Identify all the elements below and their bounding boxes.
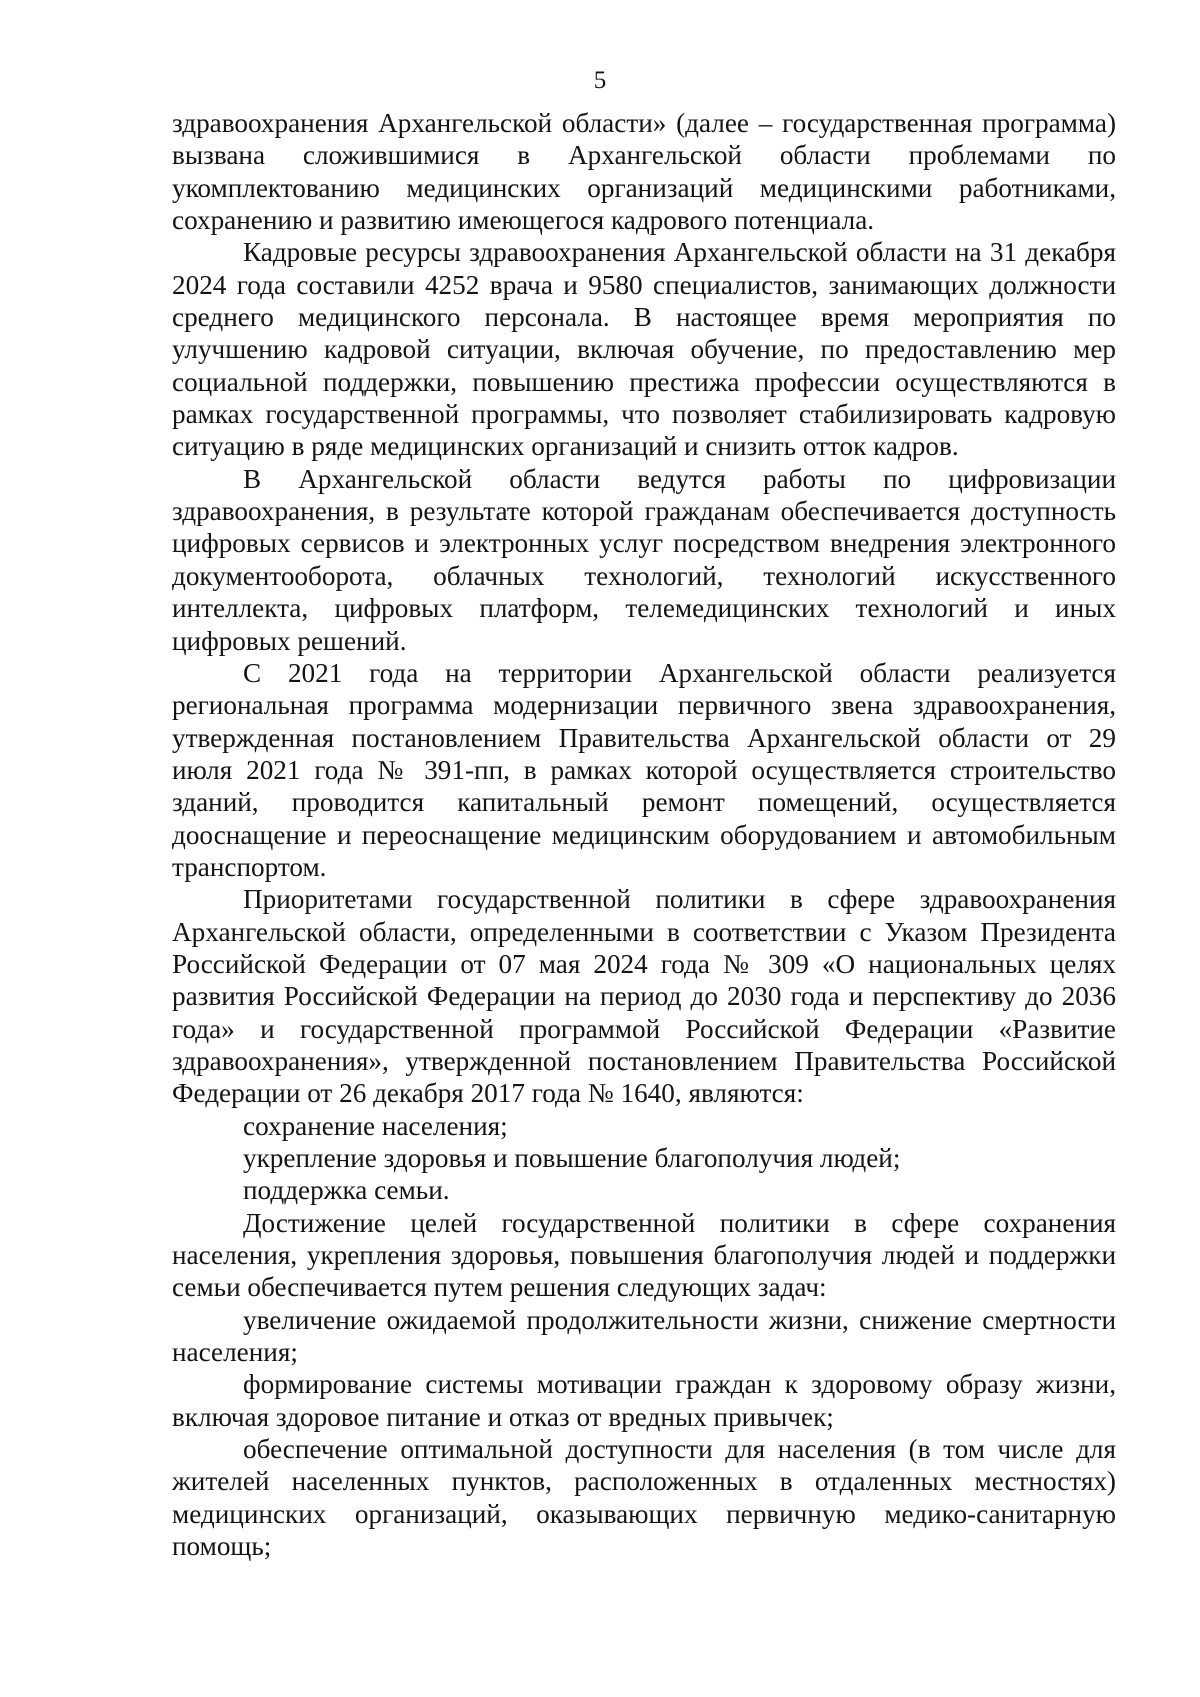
- paragraph-modernization: С 2021 года на территории Архангельской области реализуется региональная программа модернизации первичного звена здравоохранения, утвержденная постановлением Правительства Архангельской области от 29 июля 2021 года № 391-пп, в рамках которой осуществляется строительство зданий, проводится капитальный ремонт помещений, осуществляется дооснащение и переоснащение медицинским оборудованием и автомобильным транспортом.: [172, 657, 1116, 882]
- page-number: 5: [593, 67, 607, 94]
- paragraph-continuation: здравоохранения Архангельской области» (далее – государственная программа) вызвана сложившимися в Архангельской области проблемами по укомплектованию медицинских организаций медицинскими работниками, сохранению и развитию имеющегося кадрового потенциала.: [172, 108, 1116, 236]
- paragraph-priorities: Приоритетами государственной политики в сфере здравоохранения Архангельской области, определенными в соответствии с Указом Президента Российской Федерации от 07 мая 2024 года № 309 «О национальных целях развития Российской Федерации на период до 2030 года и перспективу до 2036 года» и государственной программой Российской Федерации «Развитие здравоохранения», утвержденной постановлением Правительства Российской Федерации от 26 декабря 2017 года № 1640, являются:: [172, 884, 1116, 1109]
- list-item: формирование системы мотивации граждан к здоровому образу жизни, включая здоровое питание и отказ от вредных привычек;: [172, 1369, 1116, 1432]
- list-item: поддержка семьи.: [243, 1175, 450, 1206]
- list-item: сохранение населения;: [243, 1110, 508, 1141]
- list-item: обеспечение оптимальной доступности для населения (в том числе для жителей населенных пунктов, расположенных в отдаленных местностях) медицинских организаций, оказывающих первичную медико-санитарную помощь;: [172, 1434, 1116, 1562]
- list-item: увеличение ожидаемой продолжительности жизни, снижение смертности населения;: [172, 1304, 1116, 1368]
- list-item: укрепление здоровья и повышение благополучия людей;: [243, 1143, 901, 1173]
- paragraph-goals: Достижение целей государственной политики в сфере сохранения населения, укрепления здоровья, повышения благополучия людей и поддержки семьи обеспечивается путем решения следующих задач:: [172, 1207, 1116, 1303]
- paragraph-staffing: Кадровые ресурсы здравоохранения Архангельской области на 31 декабря 2024 года составили 4252 врача и 9580 специалистов, занимающих должности среднего медицинского персонала. В настоящее время мероприятия по улучшению кадровой ситуации, включая обучение, по предоставлению мер социальной поддержки, повышению престижа профессии осуществляются в рамках государственной программы, что позволяет стабилизировать кадровую ситуацию в ряде медицинских организаций и снизить отток кадров.: [172, 237, 1116, 462]
- paragraph-digitalization: В Архангельской области ведутся работы по цифровизации здравоохранения, в результате которой гражданам обеспечивается доступность цифровых сервисов и электронных услуг посредством внедрения электронного документооборота, облачных технологий, технологий искусственного интеллекта, цифровых платформ, телемедицинских технологий и иных цифровых решений.: [172, 463, 1116, 656]
- document-body: [172, 107, 1116, 1562]
